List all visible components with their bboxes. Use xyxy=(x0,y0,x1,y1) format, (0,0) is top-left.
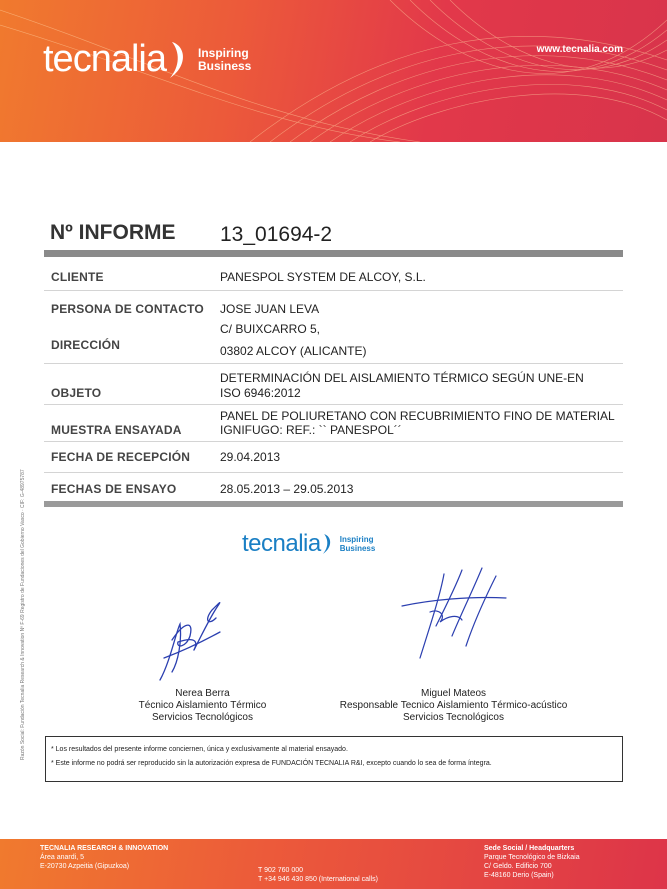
tecnalia-logo-small xyxy=(242,530,375,558)
signature-left-image xyxy=(150,592,230,684)
header-banner xyxy=(0,0,667,142)
field-value-contacto: JOSE JUAN LEVA xyxy=(220,302,320,316)
field-label-objeto: OBJETO xyxy=(51,386,102,400)
logo-wordmark-small: tecnalia xyxy=(242,530,321,557)
field-value-objeto-1: DETERMINACIÓN DEL AISLAMIENTO TÉRMICO SEGÚN UNE-EN xyxy=(220,371,584,385)
row-divider xyxy=(44,472,623,473)
field-label-cliente: CLIENTE xyxy=(51,270,104,284)
footer-left-title: TECNALIA RESEARCH & INNOVATION xyxy=(40,845,169,852)
signer-left-dept: Servicios Tecnológicos xyxy=(152,712,253,723)
signer-left-role: Técnico Aislamiento Térmico xyxy=(138,700,267,711)
signer-right xyxy=(326,688,581,724)
field-label-recepcion: FECHA DE RECEPCIÓN xyxy=(51,450,191,464)
footer-right-title: Sede Social / Headquarters xyxy=(484,845,575,852)
disclaimer-box xyxy=(45,736,623,782)
signer-left-name: Nerea Berra xyxy=(175,688,230,699)
bottom-divider xyxy=(44,501,623,507)
signer-right-role: Responsable Tecnico Aislamiento Térmico-acústico xyxy=(339,700,568,711)
signer-right-dept: Servicios Tecnológicos xyxy=(403,712,504,723)
field-value-recepcion: 29.04.2013 xyxy=(220,450,281,464)
field-value-objeto-2: ISO 6946:2012 xyxy=(220,386,301,400)
logo-tagline-small-1: Inspiring xyxy=(339,535,374,544)
legal-side-text: Razón Social: Fundación Tecnalia Research & Innovation Nº F-69 Registro de Fundaciones del Gobierno Vasco · CIF: G-48975787 xyxy=(20,469,26,760)
footer-phone-2: T +34 946 430 850 (International calls) xyxy=(258,876,378,883)
disclaimer-line-2: * Este informe no podrá ser reproducido sin la autorización expresa de FUNDACIÓN TECNALIA R&I, excepto cuando lo sea de forma íntegra. xyxy=(51,760,492,767)
signer-right-name: Miguel Mateos xyxy=(420,688,487,699)
signature-right-image xyxy=(400,566,510,662)
field-value-direccion-1: C/ BUIXCARRO 5, xyxy=(220,322,321,336)
field-value-direccion-2: 03802 ALCOY (ALICANTE) xyxy=(220,344,367,358)
logo-tagline-small-2: Business xyxy=(339,544,376,553)
field-label-muestra: MUESTRA ENSAYADA xyxy=(51,423,182,437)
logo-tagline-1: Inspiring xyxy=(197,45,249,60)
footer-right-line-1: Parque Tecnológico de Bizkaia xyxy=(484,854,580,861)
logo-swoosh-icon xyxy=(168,40,190,80)
footer-address-right xyxy=(484,844,580,880)
logo-tagline-2: Business xyxy=(197,58,252,73)
field-value-cliente: PANESPOL SYSTEM DE ALCOY, S.L. xyxy=(220,270,426,284)
footer-right-line-2: C/ Geldo. Edificio 700 xyxy=(484,863,552,870)
signer-left xyxy=(110,688,295,724)
report-number-label: Nº INFORME xyxy=(50,221,176,244)
footer-address-left xyxy=(40,844,168,871)
field-value-muestra-2: IGNIFUGO: REF.: `` PANESPOL´´ xyxy=(220,423,402,437)
footer-left-line-2: E-20730 Azpeitia (Gipuzkoa) xyxy=(40,863,130,870)
top-divider xyxy=(44,250,623,257)
footer-phone-1: T 902 760 000 xyxy=(258,867,304,874)
footer-right-line-3: E-48160 Derio (Spain) xyxy=(484,872,554,879)
footer-banner xyxy=(0,839,667,889)
footer-left-line-1: Área anardi, 5 xyxy=(40,854,84,861)
field-value-ensayo: 28.05.2013 – 29.05.2013 xyxy=(220,482,354,496)
field-label-ensayo: FECHAS DE ENSAYO xyxy=(51,482,177,496)
row-divider xyxy=(44,441,623,442)
logo-wordmark: tecnalia xyxy=(43,38,166,80)
field-label-direccion: DIRECCIÓN xyxy=(51,338,121,352)
disclaimer-line-1: * Los resultados del presente informe conciernen, única y exclusivamente al material ensayado. xyxy=(51,746,348,753)
tecnalia-logo xyxy=(43,38,251,81)
row-divider xyxy=(44,363,623,364)
logo-swoosh-small-icon xyxy=(322,531,334,557)
footer-phones xyxy=(258,866,378,884)
row-divider xyxy=(44,290,623,291)
report-number-value: 13_01694-2 xyxy=(220,223,333,246)
field-label-contacto: PERSONA DE CONTACTO xyxy=(51,302,204,316)
row-divider xyxy=(44,404,623,405)
website-link[interactable]: www.tecnalia.com xyxy=(536,44,623,55)
field-value-muestra-1: PANEL DE POLIURETANO CON RECUBRIMIENTO FINO DE MATERIAL xyxy=(220,409,615,423)
